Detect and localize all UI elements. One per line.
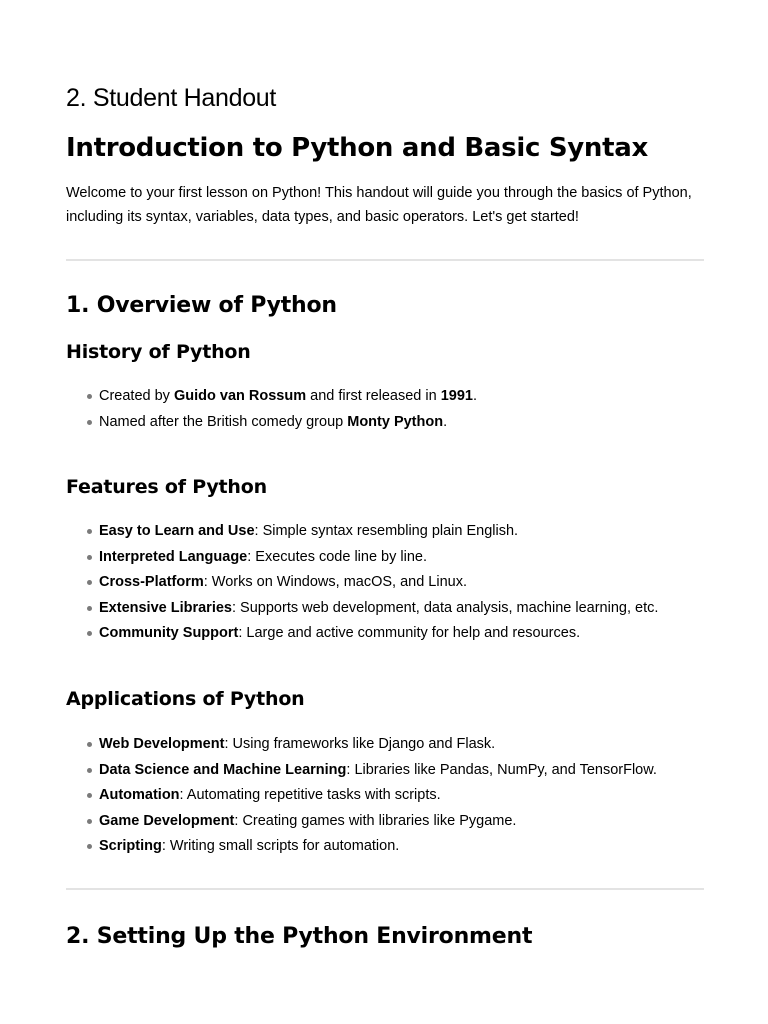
subheading-applications: Applications of Python <box>66 688 305 710</box>
list-item: Scripting: Writing small scripts for automation. <box>66 836 657 862</box>
section-divider <box>66 259 704 261</box>
bullet-icon <box>87 631 92 636</box>
bullet-icon <box>87 844 92 849</box>
bullet-icon <box>87 793 92 798</box>
list-item: Cross-Platform: Works on Windows, macOS, and Linux. <box>66 572 658 598</box>
handout-label: 2. Student Handout <box>66 84 277 112</box>
list-item: Community Support: Large and active community for help and resources. <box>66 623 658 649</box>
bullet-icon <box>87 742 92 747</box>
subheading-history: History of Python <box>66 341 251 363</box>
history-list <box>66 386 477 437</box>
intro-paragraph: Welcome to your first lesson on Python! This handout will guide you through the basics of Python, including its syntax, variables, data types, and basic operators. Let's get started! <box>66 185 692 225</box>
list-item: Interpreted Language: Executes code line by line. <box>66 547 658 573</box>
bullet-icon <box>87 819 92 824</box>
list-item: Game Development: Creating games with libraries like Pygame. <box>66 811 657 837</box>
bullet-icon <box>87 606 92 611</box>
list-item: Named after the British comedy group Monty Python. <box>66 412 477 438</box>
bullet-icon <box>87 394 92 399</box>
bullet-icon <box>87 768 92 773</box>
applications-list <box>66 734 657 862</box>
bullet-icon <box>87 580 92 585</box>
list-item: Extensive Libraries: Supports web development, data analysis, machine learning, etc. <box>66 598 658 624</box>
section-divider <box>66 888 704 890</box>
section-heading-setup: 2. Setting Up the Python Environment <box>66 924 533 949</box>
bullet-icon <box>87 529 92 534</box>
subheading-features: Features of Python <box>66 476 267 498</box>
list-item: Created by Guido van Rossum and first released in 1991. <box>66 386 477 412</box>
list-item: Data Science and Machine Learning: Libraries like Pandas, NumPy, and TensorFlow. <box>66 760 657 786</box>
bullet-icon <box>87 555 92 560</box>
list-item: Easy to Learn and Use: Simple syntax resembling plain English. <box>66 521 658 547</box>
list-item: Web Development: Using frameworks like Django and Flask. <box>66 734 657 760</box>
bullet-icon <box>87 420 92 425</box>
section-heading-overview: 1. Overview of Python <box>66 293 337 318</box>
document-title: Introduction to Python and Basic Syntax <box>66 133 648 163</box>
features-list <box>66 521 658 649</box>
list-item: Automation: Automating repetitive tasks with scripts. <box>66 785 657 811</box>
